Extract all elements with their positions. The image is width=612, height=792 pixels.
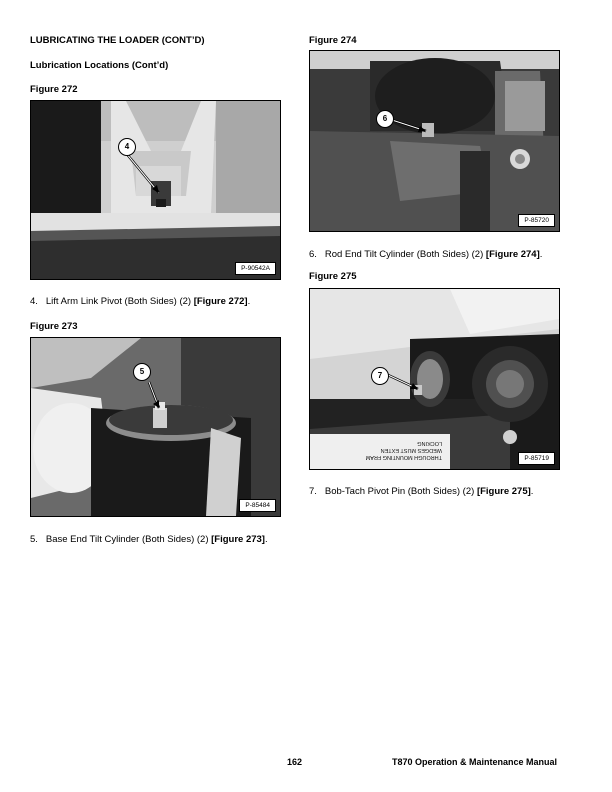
- figure-275-code: P-85719: [518, 452, 555, 465]
- item-5-text: Base End Tilt Cylinder (Both Sides) (2): [45, 534, 212, 545]
- figure-273-label: Figure 273: [30, 321, 78, 332]
- item-7-text: Bob-Tach Pivot Pin (Both Sides) (2): [324, 486, 477, 497]
- item-7-ref: [Figure 275]: [476, 486, 531, 497]
- figure-274-code: P-85720: [518, 214, 555, 227]
- figure-273-code: P-85484: [239, 499, 276, 512]
- item-4-end: .: [247, 296, 251, 307]
- page-number: 162: [287, 757, 303, 767]
- item-7-end: .: [530, 486, 534, 497]
- figure-274-image: [310, 51, 559, 231]
- manual-title: T870 Operation & Maintenance Manual: [392, 757, 558, 767]
- decal-line-3: LOCKING: [417, 440, 442, 446]
- figure-275-photo: [309, 288, 560, 470]
- list-item-4: [30, 296, 250, 307]
- item-4-number: 4.: [30, 296, 38, 307]
- decal-line-2: WEDGES MUST EXTEN: [380, 447, 442, 453]
- item-5-number: 5.: [30, 534, 38, 545]
- item-7-number: 7.: [309, 486, 317, 497]
- figure-272-label: Figure 272: [30, 84, 78, 95]
- figure-274-label: Figure 274: [309, 35, 357, 46]
- figure-273-photo: [30, 337, 281, 517]
- callout-6: 6: [376, 110, 394, 128]
- item-5-end: .: [264, 534, 268, 545]
- figure-273-image: [31, 338, 280, 516]
- item-6-number: 6.: [309, 249, 317, 260]
- figure-275-label: Figure 275: [309, 271, 357, 282]
- item-4-ref: [Figure 272]: [193, 296, 248, 307]
- callout-5: 5: [133, 363, 151, 381]
- section-title: LUBRICATING THE LOADER (CONT’D): [30, 35, 205, 46]
- figure-274-photo: [309, 50, 560, 232]
- item-6-text: Rod End Tilt Cylinder (Both Sides) (2): [324, 249, 486, 260]
- figure-272-image: [31, 101, 280, 279]
- item-5-ref: [Figure 273]: [211, 534, 265, 545]
- figure-272-photo: [30, 100, 281, 280]
- figure-272-code: P-90542A: [235, 262, 276, 275]
- list-item-5: [30, 534, 268, 545]
- item-4-text: Lift Arm Link Pivot (Both Sides) (2): [45, 296, 194, 307]
- section-subtitle: Lubrication Locations (Cont’d): [30, 60, 169, 71]
- decal-line-1: THROUGH MOUNTING FRAM: [365, 454, 442, 460]
- decal-text: [312, 439, 442, 460]
- list-item-7: [309, 486, 533, 497]
- callout-7: 7: [371, 367, 389, 385]
- callout-4: 4: [118, 138, 136, 156]
- item-6-end: .: [539, 249, 543, 260]
- list-item-6: [309, 249, 542, 260]
- item-6-ref: [Figure 274]: [485, 249, 540, 260]
